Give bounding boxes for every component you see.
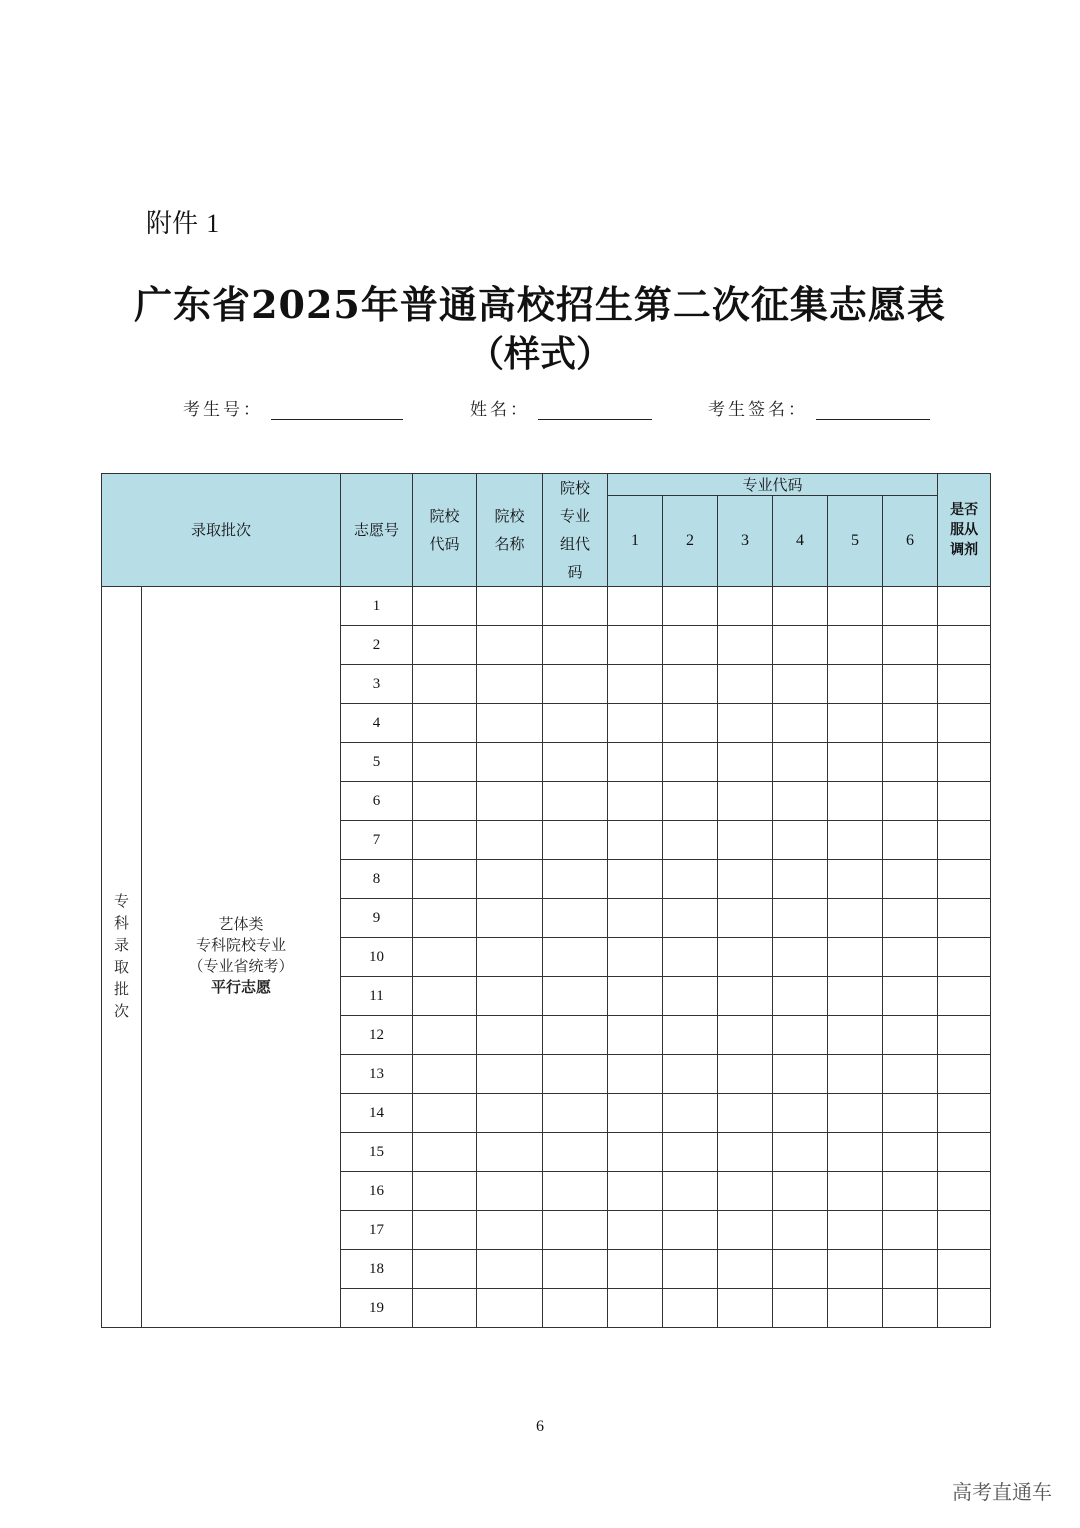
entry-cell[interactable] — [477, 899, 543, 938]
entry-cell[interactable] — [608, 665, 663, 704]
entry-cell[interactable] — [608, 860, 663, 899]
header-major-6: 6 — [883, 496, 938, 587]
entry-cell[interactable] — [663, 899, 718, 938]
entry-cell[interactable] — [477, 1172, 543, 1211]
entry-cell[interactable] — [543, 938, 608, 977]
entry-cell[interactable] — [718, 1055, 773, 1094]
wish-number-cell: 8 — [341, 860, 413, 899]
entry-cell[interactable] — [938, 899, 991, 938]
wish-number-cell: 11 — [341, 977, 413, 1016]
entry-cell[interactable] — [718, 821, 773, 860]
table-row — [102, 587, 991, 626]
entry-cell[interactable] — [477, 665, 543, 704]
entry-cell[interactable] — [663, 1094, 718, 1133]
entry-cell[interactable] — [883, 1055, 938, 1094]
attachment-label — [146, 203, 219, 240]
wish-number-cell: 10 — [341, 938, 413, 977]
page-number: 6 — [536, 1418, 544, 1435]
entry-cell[interactable] — [663, 1133, 718, 1172]
entry-cell[interactable] — [608, 1211, 663, 1250]
entry-cell[interactable] — [828, 821, 883, 860]
document-subtitle: （样式） — [467, 333, 612, 375]
entry-cell[interactable] — [883, 743, 938, 782]
entry-cell[interactable] — [883, 1250, 938, 1289]
entry-cell[interactable] — [413, 587, 477, 626]
header-group-code-line4: 码 — [567, 563, 583, 581]
entry-cell[interactable] — [773, 977, 828, 1016]
entry-cell[interactable] — [883, 1289, 938, 1328]
entry-cell[interactable] — [663, 1289, 718, 1328]
entry-cell[interactable] — [773, 1094, 828, 1133]
entry-cell[interactable] — [883, 1133, 938, 1172]
entry-cell[interactable] — [828, 1211, 883, 1250]
entry-cell[interactable] — [413, 1289, 477, 1328]
wish-number-cell: 4 — [341, 704, 413, 743]
wish-number-cell: 18 — [341, 1250, 413, 1289]
entry-cell[interactable] — [477, 782, 543, 821]
wish-number-cell: 19 — [341, 1289, 413, 1328]
entry-cell[interactable] — [718, 626, 773, 665]
header-group-code-line3: 组代 — [560, 535, 591, 553]
entry-cell[interactable] — [543, 1250, 608, 1289]
entry-cell[interactable] — [543, 704, 608, 743]
wish-number-cell: 2 — [341, 626, 413, 665]
wish-number-cell: 3 — [341, 665, 413, 704]
entry-cell[interactable] — [663, 626, 718, 665]
entry-cell[interactable] — [543, 1055, 608, 1094]
entry-cell[interactable] — [543, 1211, 608, 1250]
entry-cell[interactable] — [543, 899, 608, 938]
entry-cell[interactable] — [773, 860, 828, 899]
entry-cell[interactable] — [938, 1211, 991, 1250]
entry-cell[interactable] — [608, 1172, 663, 1211]
entry-cell[interactable] — [828, 1055, 883, 1094]
entry-cell[interactable] — [413, 704, 477, 743]
entry-cell[interactable] — [543, 977, 608, 1016]
entry-cell[interactable] — [477, 743, 543, 782]
candidate-number-line[interactable] — [271, 401, 403, 420]
signature-field[interactable] — [708, 395, 930, 420]
entry-cell[interactable] — [773, 743, 828, 782]
entry-cell[interactable] — [773, 938, 828, 977]
entry-cell[interactable] — [938, 977, 991, 1016]
entry-cell[interactable] — [828, 1016, 883, 1055]
header-major-2: 2 — [663, 496, 718, 587]
entry-cell[interactable] — [543, 743, 608, 782]
entry-cell[interactable] — [938, 1250, 991, 1289]
entry-cell[interactable] — [883, 860, 938, 899]
wish-form-table — [101, 473, 991, 1328]
entry-cell[interactable] — [608, 587, 663, 626]
entry-cell[interactable] — [938, 1172, 991, 1211]
category-line: 平行志愿 — [211, 980, 272, 996]
entry-cell[interactable] — [828, 938, 883, 977]
entry-cell[interactable] — [413, 821, 477, 860]
entry-cell[interactable] — [883, 938, 938, 977]
entry-cell[interactable] — [773, 1016, 828, 1055]
entry-cell[interactable] — [413, 1016, 477, 1055]
attachment-number: 1 — [206, 209, 220, 238]
header-adjust-line1: 是否 — [950, 502, 979, 518]
header-major-4: 4 — [773, 496, 828, 587]
entry-cell[interactable] — [773, 1289, 828, 1328]
entry-cell[interactable] — [718, 1133, 773, 1172]
entry-cell[interactable] — [938, 782, 991, 821]
entry-cell[interactable] — [477, 860, 543, 899]
entry-cell[interactable] — [938, 938, 991, 977]
entry-cell[interactable] — [663, 938, 718, 977]
entry-cell[interactable] — [608, 1250, 663, 1289]
wish-number-cell: 5 — [341, 743, 413, 782]
entry-cell[interactable] — [828, 782, 883, 821]
entry-cell[interactable] — [413, 1211, 477, 1250]
entry-cell[interactable] — [828, 1289, 883, 1328]
entry-cell[interactable] — [828, 665, 883, 704]
entry-cell[interactable] — [718, 782, 773, 821]
entry-cell[interactable] — [773, 1250, 828, 1289]
entry-cell[interactable] — [608, 1055, 663, 1094]
entry-cell[interactable] — [477, 704, 543, 743]
entry-cell[interactable] — [413, 938, 477, 977]
entry-cell[interactable] — [543, 1289, 608, 1328]
entry-cell[interactable] — [883, 899, 938, 938]
entry-cell[interactable] — [663, 977, 718, 1016]
entry-cell[interactable] — [663, 1211, 718, 1250]
header-adjust-line2: 服从 — [950, 522, 979, 538]
wish-number-cell: 12 — [341, 1016, 413, 1055]
batch-name-cell — [102, 587, 142, 1328]
header-batch: 录取批次 — [102, 474, 341, 587]
entry-cell[interactable] — [477, 1211, 543, 1250]
entry-cell[interactable] — [413, 1133, 477, 1172]
entry-cell[interactable] — [773, 782, 828, 821]
entry-cell[interactable] — [543, 1172, 608, 1211]
category-line: （专业省统考） — [188, 959, 294, 975]
entry-cell[interactable] — [663, 821, 718, 860]
wish-number-cell: 6 — [341, 782, 413, 821]
entry-cell[interactable] — [938, 587, 991, 626]
entry-cell[interactable] — [608, 938, 663, 977]
entry-cell[interactable] — [477, 1055, 543, 1094]
entry-cell[interactable] — [718, 1094, 773, 1133]
entry-cell[interactable] — [938, 1289, 991, 1328]
entry-cell[interactable] — [828, 743, 883, 782]
batch-name-char: 专 — [113, 894, 129, 910]
header-adjust — [938, 474, 991, 587]
entry-cell[interactable] — [773, 1055, 828, 1094]
header-adjust-line3: 调剂 — [950, 542, 979, 558]
entry-cell[interactable] — [608, 743, 663, 782]
entry-cell[interactable] — [608, 821, 663, 860]
entry-cell[interactable] — [413, 1172, 477, 1211]
entry-cell[interactable] — [413, 665, 477, 704]
form-body — [102, 587, 991, 1328]
header-group-code-line2: 专业 — [560, 507, 591, 525]
entry-cell[interactable] — [543, 665, 608, 704]
wish-number-cell: 7 — [341, 821, 413, 860]
entry-cell[interactable] — [828, 1094, 883, 1133]
entry-cell[interactable] — [773, 665, 828, 704]
header-wish-no: 志愿号 — [341, 474, 413, 587]
entry-cell[interactable] — [773, 626, 828, 665]
entry-cell[interactable] — [413, 899, 477, 938]
entry-cell[interactable] — [718, 1172, 773, 1211]
entry-cell[interactable] — [543, 1133, 608, 1172]
entry-cell[interactable] — [938, 626, 991, 665]
category-line: 专科院校专业 — [196, 938, 287, 954]
entry-cell[interactable] — [938, 1016, 991, 1055]
entry-cell[interactable] — [543, 821, 608, 860]
entry-cell[interactable] — [608, 704, 663, 743]
entry-cell[interactable] — [883, 1094, 938, 1133]
header-group-code-line1: 院校 — [560, 479, 591, 497]
signature-line[interactable] — [816, 401, 930, 420]
header-major-3: 3 — [718, 496, 773, 587]
entry-cell[interactable] — [663, 665, 718, 704]
wish-number-cell: 14 — [341, 1094, 413, 1133]
entry-cell[interactable] — [718, 938, 773, 977]
entry-cell[interactable] — [663, 1016, 718, 1055]
document-title: 广东省2025年普通高校招生第二次征集志愿表 — [134, 282, 946, 327]
entry-cell[interactable] — [883, 1211, 938, 1250]
entry-cell[interactable] — [938, 665, 991, 704]
entry-cell[interactable] — [828, 1250, 883, 1289]
entry-cell[interactable] — [608, 782, 663, 821]
entry-cell[interactable] — [828, 860, 883, 899]
name-line[interactable] — [538, 401, 652, 420]
entry-cell[interactable] — [718, 1250, 773, 1289]
entry-cell[interactable] — [718, 860, 773, 899]
entry-cell[interactable] — [938, 821, 991, 860]
entry-cell[interactable] — [718, 587, 773, 626]
entry-cell[interactable] — [773, 1211, 828, 1250]
category-line: 艺体类 — [218, 917, 264, 933]
entry-cell[interactable] — [828, 977, 883, 1016]
entry-cell[interactable] — [663, 1055, 718, 1094]
entry-cell[interactable] — [477, 1250, 543, 1289]
entry-cell[interactable] — [883, 977, 938, 1016]
batch-name-char: 录 — [113, 938, 129, 954]
entry-cell[interactable] — [773, 821, 828, 860]
entry-cell[interactable] — [883, 587, 938, 626]
entry-cell[interactable] — [718, 977, 773, 1016]
entry-cell[interactable] — [413, 626, 477, 665]
batch-name-char: 批 — [113, 982, 129, 998]
entry-cell[interactable] — [413, 977, 477, 1016]
entry-cell[interactable] — [883, 626, 938, 665]
entry-cell[interactable] — [718, 1211, 773, 1250]
signature-label: 考生签名： — [708, 400, 808, 420]
entry-cell[interactable] — [608, 977, 663, 1016]
entry-cell[interactable] — [938, 1133, 991, 1172]
entry-cell[interactable] — [718, 899, 773, 938]
entry-cell[interactable] — [608, 1289, 663, 1328]
entry-cell[interactable] — [663, 587, 718, 626]
header-school-code-line1: 院校 — [429, 507, 460, 525]
category-cell — [142, 587, 341, 1328]
header-school-code — [413, 474, 477, 587]
batch-name-char: 次 — [113, 1004, 129, 1020]
entry-cell[interactable] — [718, 1016, 773, 1055]
candidate-number-label: 考生号： — [183, 400, 263, 420]
entry-cell[interactable] — [543, 626, 608, 665]
entry-cell[interactable] — [938, 1055, 991, 1094]
header-group-code — [543, 474, 608, 587]
entry-cell[interactable] — [883, 1172, 938, 1211]
header-school-name-line2: 名称 — [494, 535, 525, 553]
entry-cell[interactable] — [543, 860, 608, 899]
entry-cell[interactable] — [663, 704, 718, 743]
entry-cell[interactable] — [938, 860, 991, 899]
header-major-5: 5 — [828, 496, 883, 587]
attachment-text: 附件 — [146, 209, 199, 239]
entry-cell[interactable] — [543, 587, 608, 626]
entry-cell[interactable] — [477, 1133, 543, 1172]
entry-cell[interactable] — [828, 1172, 883, 1211]
entry-cell[interactable] — [883, 704, 938, 743]
name-label: 姓名： — [470, 400, 530, 420]
entry-cell[interactable] — [828, 899, 883, 938]
wish-number-cell: 17 — [341, 1211, 413, 1250]
entry-cell[interactable] — [608, 1016, 663, 1055]
entry-cell[interactable] — [773, 1133, 828, 1172]
wish-number-cell: 13 — [341, 1055, 413, 1094]
entry-cell[interactable] — [413, 860, 477, 899]
entry-cell[interactable] — [608, 1094, 663, 1133]
entry-cell[interactable] — [608, 1133, 663, 1172]
entry-cell[interactable] — [663, 743, 718, 782]
header-school-code-line2: 代码 — [429, 535, 460, 553]
batch-name-char: 科 — [113, 916, 129, 932]
entry-cell[interactable] — [413, 1055, 477, 1094]
entry-cell[interactable] — [828, 626, 883, 665]
entry-cell[interactable] — [883, 821, 938, 860]
wish-number-cell: 15 — [341, 1133, 413, 1172]
entry-cell[interactable] — [883, 1016, 938, 1055]
entry-cell[interactable] — [477, 587, 543, 626]
entry-cell[interactable] — [477, 938, 543, 977]
entry-cell[interactable] — [477, 1289, 543, 1328]
entry-cell[interactable] — [828, 587, 883, 626]
entry-cell[interactable] — [543, 1094, 608, 1133]
watermark: 高考直通车 — [952, 1480, 1052, 1504]
wish-number-cell: 16 — [341, 1172, 413, 1211]
header-school-name — [477, 474, 543, 587]
entry-cell[interactable] — [938, 1094, 991, 1133]
entry-cell[interactable] — [773, 1172, 828, 1211]
entry-cell[interactable] — [663, 860, 718, 899]
entry-cell[interactable] — [938, 704, 991, 743]
entry-cell[interactable] — [773, 704, 828, 743]
entry-cell[interactable] — [773, 899, 828, 938]
entry-cell[interactable] — [883, 665, 938, 704]
entry-cell[interactable] — [718, 1289, 773, 1328]
entry-cell[interactable] — [718, 704, 773, 743]
wish-number-cell: 9 — [341, 899, 413, 938]
entry-cell[interactable] — [477, 977, 543, 1016]
entry-cell[interactable] — [413, 782, 477, 821]
entry-cell[interactable] — [663, 1172, 718, 1211]
entry-cell[interactable] — [938, 743, 991, 782]
entry-cell[interactable] — [828, 1133, 883, 1172]
wish-number-cell: 1 — [341, 587, 413, 626]
entry-cell[interactable] — [413, 743, 477, 782]
entry-cell[interactable] — [477, 1016, 543, 1055]
entry-cell[interactable] — [608, 626, 663, 665]
entry-cell[interactable] — [477, 626, 543, 665]
name-field[interactable] — [470, 395, 652, 420]
header-major-1: 1 — [608, 496, 663, 587]
entry-cell[interactable] — [413, 1094, 477, 1133]
entry-cell[interactable] — [773, 587, 828, 626]
candidate-number-field[interactable] — [183, 395, 403, 420]
entry-cell[interactable] — [883, 782, 938, 821]
header-major-code: 专业代码 — [608, 474, 938, 496]
entry-cell[interactable] — [718, 665, 773, 704]
entry-cell[interactable] — [608, 899, 663, 938]
entry-cell[interactable] — [663, 1250, 718, 1289]
entry-cell[interactable] — [663, 782, 718, 821]
entry-cell[interactable] — [413, 1250, 477, 1289]
entry-cell[interactable] — [718, 743, 773, 782]
entry-cell[interactable] — [543, 1016, 608, 1055]
entry-cell[interactable] — [477, 821, 543, 860]
batch-name-char: 取 — [113, 960, 129, 976]
entry-cell[interactable] — [543, 782, 608, 821]
entry-cell[interactable] — [828, 704, 883, 743]
entry-cell[interactable] — [477, 1094, 543, 1133]
header-school-name-line1: 院校 — [494, 507, 525, 525]
